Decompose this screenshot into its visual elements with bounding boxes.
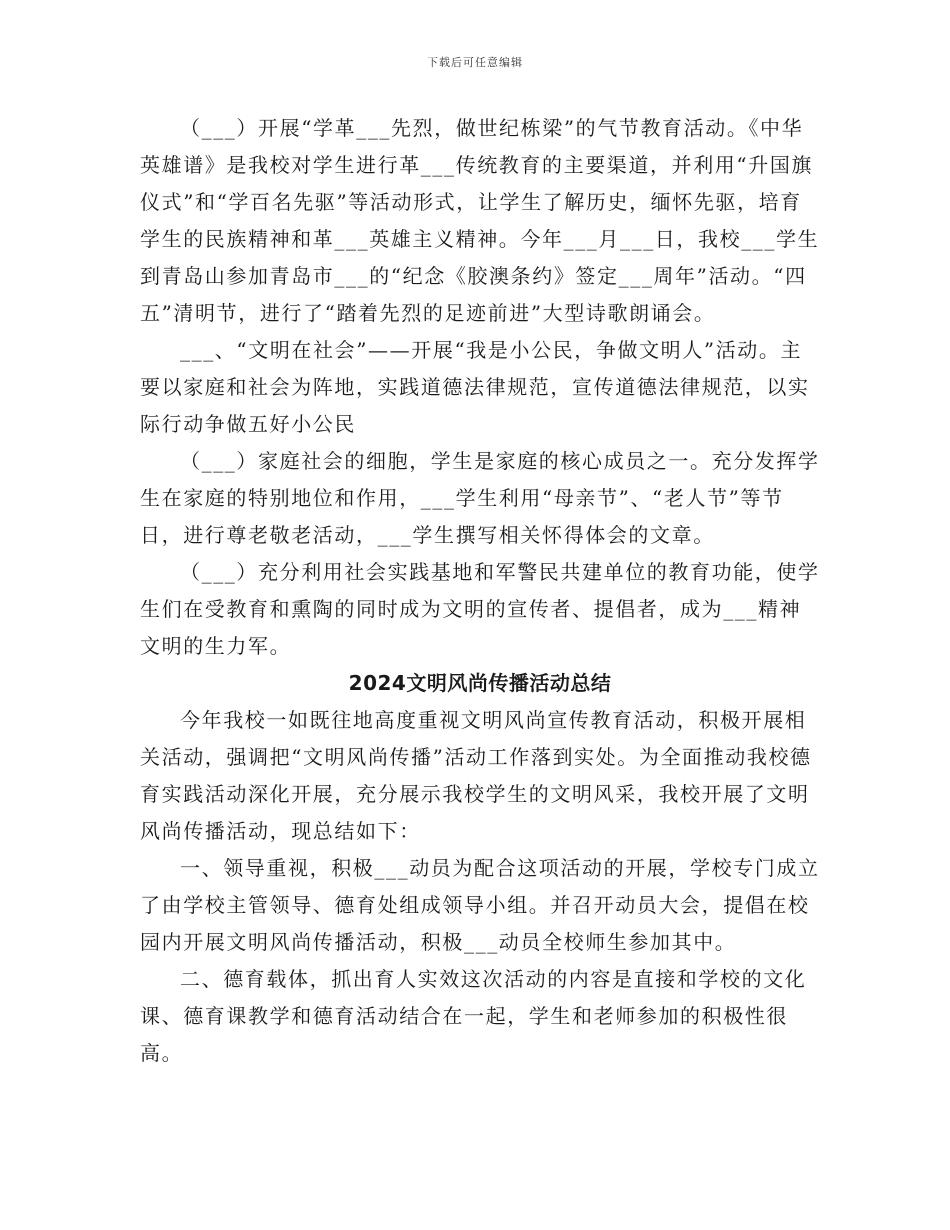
paragraph-intro: 今年我校一如既往地高度重视文明风尚宣传教育活动，积极开展相关活动，强调把“文明风尚传播”活动工作落到实处。为全面推动我校德育实践活动深化开展，充分展示我校学生的文明风采，我校开展了文明风尚传播活动，现总结如下： (140, 708, 812, 843)
paragraph-practice-base: （___）充分利用社会实践基地和军警民共建单位的教育功能，使学生们在受教育和熏陶的同时成为文明的宣传者、提倡者，成为___精神文明的生力军。 (140, 560, 820, 658)
section-title: 2024文明风尚传播活动总结 (348, 671, 612, 695)
page-header-note: 下载后可任意编辑 (427, 56, 523, 69)
paragraph-family-role: （___）家庭社会的细胞，学生是家庭的核心成员之一。充分发挥学生在家庭的特别地位和作用，___学生利用“母亲节”、“老人节”等节日，进行尊老敬老活动，___学生撰写相关怀得体会的文章。 (140, 449, 820, 547)
document-body (140, 110, 820, 1072)
paragraph-heroic-education: （___）开展“学革___先烈，做世纪栋梁”的气节教育活动。《中华英雄谱》是我校对学生进行革___传统教育的主要渠道，并利用“升国旗仪式”和“学百名先驱”等活动形式，让学生了解历史，缅怀先驱，培育学生的民族精神和革___英雄主义精神。今年___月___日，我校___学生到青岛山参加青岛市___的“纪念《胶澳条约》签定___周年”活动。“四五”清明节，进行了“踏着先烈的足迹前进”大型诗歌朗诵会。 (140, 116, 820, 325)
paragraph-civilization-in-society: ___、“文明在社会”——开展“我是小公民，争做文明人”活动。主要以家庭和社会为阵地，实践道德法律规范，宣传道德法律规范，以实际行动争做五好小公民 (140, 338, 810, 436)
paragraph-moral-carrier: 二、德育载体，抓出育人实效这次活动的内容是直接和学校的文化课、德育课教学和德育活动结合在一起，学生和老师参加的积极性很高。 (140, 967, 807, 1065)
paragraph-leadership: 一、领导重视，积极___动员为配合这项活动的开展，学校专门成立了由学校主管领导、德育处组成领导小组。并召开动员大会，提倡在校园内开展文明风尚传播活动，积极___动员全校师生参加其中。 (140, 856, 820, 954)
